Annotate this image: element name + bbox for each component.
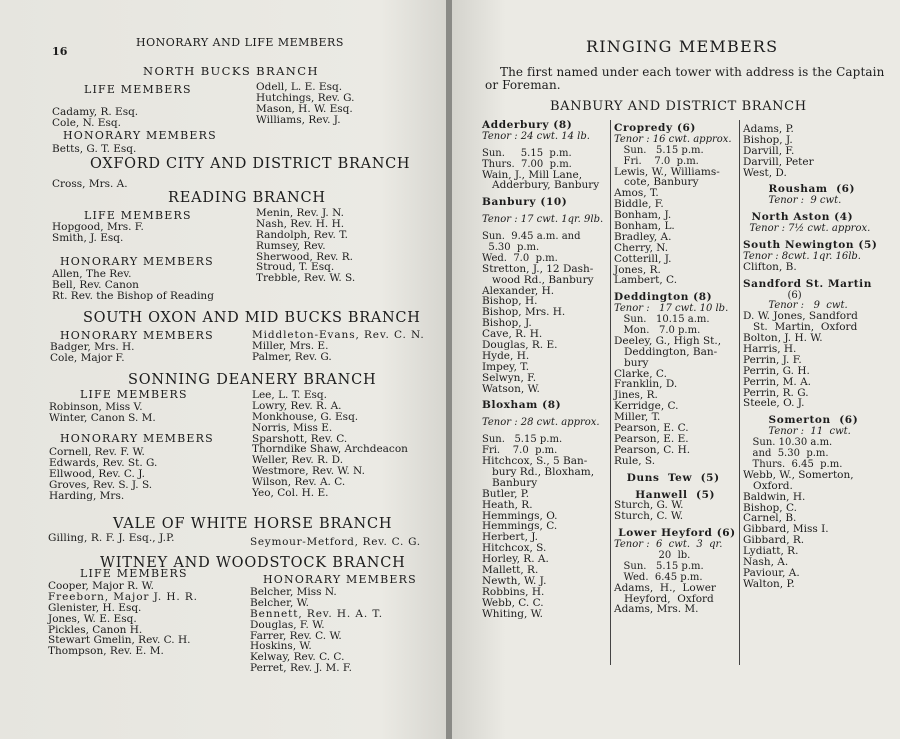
member-name: Randolph, Rev. T. (256, 228, 349, 241)
oxford-title: OXFORD CITY AND DISTRICT BRANCH (90, 156, 411, 172)
member-name: Nash, Rev. H. H. (256, 217, 345, 230)
ringer-name: Pearson, E. C. (614, 422, 689, 435)
tenor-info: Tenor : 17 cwt. 10 lb. (614, 303, 729, 315)
ringer-name: Rule, S. (614, 454, 656, 467)
ringer-name: Gibbard, Miss I. (743, 523, 829, 536)
ringer-name: bury (614, 356, 649, 369)
member-name: Lee, L. T. Esq. (252, 389, 327, 401)
member-name: Belcher, Miss N. (250, 586, 337, 598)
ringer-name: Webb, W., Somerton, (743, 468, 854, 481)
member-name: Hoskins, W. (250, 640, 312, 653)
south-oxon-right-list (252, 330, 425, 363)
tower-name: Deddington (8) (614, 291, 713, 304)
member-name: Sparshott, Rev. C. (252, 432, 348, 445)
member-name: Ellwood, Rev. C. J. (49, 467, 145, 480)
practice-time: Mon. 7.0 p.m. (614, 325, 701, 337)
ringer-name: Nash, A. (743, 555, 789, 568)
member-name: Trebble, Rev. W. S. (256, 272, 356, 285)
ringer-name: Harris, H. (743, 343, 797, 356)
tower-name: Bloxham (8) (482, 399, 562, 412)
member-name: Yeo, Col. H. E. (252, 487, 329, 500)
member-name: Edwards, Rev. St. G. (49, 456, 158, 469)
member-name: Menin, Rev. J. N. (256, 207, 344, 219)
ringer-name: Banbury (482, 476, 538, 489)
member-name: Hopgood, Mrs. F. (52, 221, 144, 233)
ringer-name: Impey, T. (482, 360, 530, 373)
practice-time: Wed. 7.0 p.m. (482, 252, 558, 264)
ringer-name: Hemmings, C. (482, 520, 558, 533)
tower-name: Hanwell (5) (614, 488, 716, 501)
member-name: Stewart Gmelin, Rev. C. H. (48, 634, 191, 647)
north-bucks-title: NORTH BUCKS BRANCH (143, 64, 319, 78)
member-name: Douglas, F. W. (250, 618, 325, 631)
member-name: Odell, L. E. Esq. (256, 81, 343, 93)
reading-life-label: LIFE MEMBERS (84, 209, 192, 222)
ringer-name: Lydiatt, R. (743, 545, 799, 558)
north-bucks-hon-list (52, 144, 136, 155)
member-name: Cole, Major F. (50, 351, 125, 364)
running-head: HONORARY AND LIFE MEMBERS (136, 36, 344, 49)
ringer-name: Heyford, Oxford (614, 592, 714, 605)
tenor-info: Tenor : 16 cwt. approx. (614, 133, 732, 145)
tower-name: Somerton (6) (743, 414, 859, 427)
practice-time: Sun. 10.15 a.m. (614, 314, 710, 326)
reading-title: READING BRANCH (168, 190, 326, 206)
north-bucks-life-list (52, 107, 138, 129)
ringer-name: Watson, W. (482, 382, 540, 395)
ringer-name: Perrin, G. H. (743, 364, 810, 377)
ringer-name: Gibbard, R. (743, 534, 805, 547)
tenor-info: Tenor : 7½ cwt. approx. (743, 223, 871, 235)
ringer-name: Adams, P. (743, 123, 794, 135)
ringer-name: Stretton, J., 12 Dash- (482, 262, 594, 275)
right-page (452, 0, 900, 739)
sonning-life-label: LIFE MEMBERS (80, 388, 188, 401)
member-name: Thompson, Rev. E. M. (48, 645, 164, 658)
ringer-name: Selwyn, F. (482, 371, 537, 384)
sonning-hon-label: HONORARY MEMBERS (60, 432, 214, 445)
tenor-info: Tenor : 24 cwt. 14 lb. (482, 130, 590, 142)
tenor-info: Tenor : 8cwt. 1qr. 16lb. (743, 250, 861, 262)
ringer-name: West, D. (743, 166, 787, 179)
ringer-name: Hemmings, O. (482, 509, 558, 522)
ringer-name: Darvill, Peter (743, 155, 814, 168)
member-name: Wilson, Rev. A. C. (252, 476, 346, 489)
oxford-list (52, 179, 128, 190)
vale-title: VALE OF WHITE HORSE BRANCH (113, 516, 393, 532)
ringer-name: Bonham, L. (614, 220, 675, 233)
practice-time: 20 lb. (614, 549, 691, 561)
ringer-name: Whiting, W. (482, 607, 543, 620)
ringer-name: Cherry, N. (614, 241, 669, 254)
member-name: Pickles, Canon H. (48, 623, 143, 636)
practice-time: and 5.30 p.m. (743, 448, 829, 460)
ringing-column-1 (482, 120, 610, 619)
practice-time: Thurs. 7.00 p.m. (482, 158, 572, 170)
member-name: Freeborn, Major J. H. R. (48, 590, 198, 603)
ringer-name: Perrin, R. G. (743, 386, 809, 399)
south-oxon-title: SOUTH OXON AND MID BUCKS BRANCH (83, 310, 421, 326)
page-number: 16 (52, 45, 68, 58)
member-name: Cole, N. Esq. (52, 116, 121, 129)
member-name: Badger, Mrs. H. (50, 341, 135, 353)
tenor-info: Tenor : 11 cwt. (743, 426, 851, 438)
ringer-name: Perrin, M. A. (743, 375, 811, 388)
sonning-hon-list (49, 447, 157, 501)
member-name: Williams, Rev. J. (256, 113, 341, 126)
ringer-name: Robbins, H. (482, 585, 545, 598)
intro-line-1: The first named under each tower with address is the Captain (500, 65, 885, 79)
ringer-name: Carnel, B. (743, 512, 797, 525)
tenor-info: Tenor : 17 cwt. 1qr. 9lb. (482, 214, 604, 226)
ringer-name: Bradley, A. (614, 230, 672, 243)
member-name: Weller, Rev. R. D. (252, 454, 344, 467)
reading-hon-label: HONORARY MEMBERS (60, 255, 214, 268)
ringer-name: Paviour, A. (743, 566, 800, 579)
tower-name: North Aston (4) (743, 211, 854, 224)
ringer-name: Adams, Mrs. M. (614, 603, 699, 616)
practice-time: Sun. 5.15 p.m. (482, 147, 572, 159)
ringer-name: Baldwin, H. (743, 490, 806, 503)
member-name: Farrer, Rev. C. W. (250, 629, 342, 642)
ringer-name: Newth, W. J. (482, 574, 547, 587)
tower-name: Lower Heyford (6) (614, 527, 736, 540)
member-name: Rumsey, Rev. (256, 239, 326, 252)
ringer-name: Wain, J., Mill Lane, (482, 168, 583, 181)
ringer-name: Horley, R. A. (482, 553, 549, 566)
tenor-info: Tenor : 9 cwt. (743, 195, 842, 207)
ringer-name: Jones, R. (614, 263, 661, 276)
ringer-name: Bolton, J. H. W. (743, 332, 823, 345)
member-name: Smith, J. Esq. (52, 231, 124, 244)
ringer-name: Cave, R. H. (482, 328, 543, 341)
left-page (0, 0, 448, 739)
north-bucks-hon-label: HONORARY MEMBERS (63, 129, 217, 142)
ringer-name: Adams, H., Lower (614, 581, 716, 594)
tower-name: Rousham (6) (743, 183, 856, 196)
ringer-name: Heath, R. (482, 498, 533, 511)
reading-right-list (256, 208, 355, 284)
tower-name: Adderbury (8) (482, 119, 573, 131)
member-name: Jones, W. E. Esq. (48, 612, 137, 625)
ringer-name: Adderbury, Banbury (482, 179, 600, 192)
ringer-name: Amos, T. (614, 187, 659, 200)
ringer-name: Hyde, H. (482, 349, 530, 362)
member-name: Cross, Mrs. A. (52, 178, 128, 190)
ringer-name: Herbert, J. (482, 531, 538, 544)
banbury-branch-title: BANBURY AND DISTRICT BRANCH (550, 99, 807, 114)
ringer-name: Kerridge, C. (614, 400, 679, 413)
south-oxon-hon-list (50, 342, 135, 364)
south-oxon-hon-label: HONORARY MEMBERS (60, 329, 214, 342)
practice-time: Fri. 7.0 p.m. (482, 445, 558, 457)
sonning-title: SONNING DEANERY BRANCH (128, 372, 377, 388)
practice-time: (6) (743, 289, 802, 301)
member-name: Cadamy, R. Esq. (52, 106, 139, 118)
member-name: Winter, Canon S. M. (49, 411, 156, 424)
tower-name: Cropredy (6) (614, 122, 696, 134)
ringer-name: Webb, C. C. (482, 596, 544, 609)
ringer-name: Hitchcox, S. (482, 542, 547, 555)
ringer-name: Bishop, C. (743, 501, 797, 514)
tower-name: Banbury (10) (482, 196, 568, 209)
member-name: Sherwood, Rev. R. (256, 250, 353, 263)
tenor-info: Tenor : 9 cwt. (743, 300, 848, 312)
tower-name: Sandford St. Martin (743, 277, 872, 290)
vale-right-member: Seymour-Metford, Rev. C. G. (250, 536, 421, 548)
member-name: Harding, Mrs. (49, 489, 125, 502)
witney-title: WITNEY AND WOODSTOCK BRANCH (100, 555, 406, 571)
practice-time: 5.30 p.m. (482, 242, 540, 254)
north-bucks-right-list (256, 82, 355, 126)
member-name: Mason, H. W. Esq. (256, 102, 353, 115)
member-name: Belcher, W. (250, 596, 309, 609)
ringer-name: Walton, P. (743, 577, 795, 590)
ringer-name: Clifton, B. (743, 260, 797, 273)
reading-life-list (52, 222, 144, 244)
member-name: Hutchings, Rev. G. (256, 91, 355, 104)
witney-hon-list (250, 587, 383, 674)
witney-hon-label: HONORARY MEMBERS (263, 573, 417, 586)
ringer-name: Oxford. (743, 479, 793, 492)
ringer-name: Cotterill, J. (614, 252, 672, 265)
ringer-name: Franklin, D. (614, 378, 678, 391)
ringer-name: Deddington, Ban- (614, 345, 718, 358)
column-divider (610, 120, 611, 665)
tenor-info: Tenor : 6 cwt. 3 qr. (614, 539, 723, 551)
ringing-column-3 (743, 123, 878, 590)
ringer-name: Jines, R. (614, 389, 658, 402)
ringing-members-title: RINGING MEMBERS (586, 37, 779, 56)
ringer-name: Sturch, C. W. (614, 510, 684, 523)
member-name: Cooper, Major R. W. (48, 580, 154, 592)
member-name: Glenister, H. Esq. (48, 601, 142, 614)
ringer-name: bury Rd., Bloxham, (482, 465, 595, 478)
ringer-name: Alexander, H. (482, 284, 555, 297)
ringer-name: Douglas, R. E. (482, 339, 558, 352)
member-name: Stroud, T. Esq. (256, 261, 335, 274)
ringer-name: Steele, O. J. (743, 397, 805, 410)
ringer-name: Bishop, J. (482, 317, 532, 330)
tower-name: Duns Tew (5) (614, 471, 720, 484)
member-name: Miller, Mrs. E. (252, 339, 329, 352)
member-name: Lowry, Rev. R. A. (252, 399, 342, 412)
witney-life-label: LIFE MEMBERS (80, 567, 188, 580)
ringer-name: Hitchcox, S., 5 Ban- (482, 455, 588, 468)
member-name: Allen, The Rev. (52, 268, 132, 280)
ringer-name: D. W. Jones, Sandford (743, 310, 858, 323)
practice-time: Thurs. 6.45 p.m. (743, 458, 843, 470)
ringer-name: Deeley, G., High St., (614, 334, 722, 347)
ringer-name: wood Rd., Banbury (482, 273, 594, 286)
ringer-name: Sturch, G. W. (614, 499, 684, 512)
practice-time: Sun. 5.15 p.m. (482, 434, 563, 446)
ringer-name: Miller, T. (614, 411, 661, 424)
member-name: Norris, Miss E. (252, 421, 333, 434)
ringer-name: Mallett, R. (482, 563, 539, 576)
member-name: Monkhouse, G. Esq. (252, 410, 359, 423)
ringer-name: Bishop, J. (743, 133, 793, 146)
ringer-name: Clarke, C. (614, 367, 667, 380)
ringing-column-2 (614, 123, 738, 615)
member-name: Kelway, Rev. C. C. (250, 651, 345, 664)
member-name: Westmore, Rev. W. N. (252, 465, 365, 478)
ringer-name: Lambert, C. (614, 274, 678, 287)
practice-time: Sun. 10.30 a.m. (743, 437, 833, 449)
member-name: Cornell, Rev. F. W. (49, 446, 145, 458)
member-name: Bennett, Rev. H. A. T. (250, 607, 383, 620)
ringer-name: Bishop, Mrs. H. (482, 306, 566, 319)
ringer-name: cote, Banbury (614, 176, 699, 189)
ringer-name: Perrin, J. F. (743, 353, 802, 366)
member-name: Middleton-Evans, Rev. C. N. (252, 329, 425, 341)
member-name: Robinson, Miss V. (49, 401, 143, 413)
ringer-name: Bonham, J. (614, 209, 672, 222)
vale-left-member: Gilling, R. F. J. Esq., J.P. (48, 532, 175, 544)
ringer-name: Darvill, F. (743, 144, 795, 157)
member-name: Perret, Rev. J. M. F. (250, 662, 352, 675)
ringer-name: Lewis, W., Williams- (614, 165, 720, 178)
practice-time: Sun. 9.45 a.m. and (482, 231, 581, 243)
member-name: Palmer, Rev. G. (252, 350, 332, 363)
practice-time: Sun. 5.15 p.m. (614, 144, 704, 156)
practice-time: Fri. 7.0 p.m. (614, 155, 699, 167)
member-name: Bell, Rev. Canon (52, 278, 139, 291)
ringer-name: Pearson, C. H. (614, 443, 691, 456)
tenor-info: Tenor : 28 cwt. approx. (482, 417, 600, 429)
member-name: Groves, Rev. S. J. S. (49, 478, 153, 491)
witney-life-list (48, 581, 198, 657)
ringer-name: Biddle, F. (614, 198, 664, 211)
sonning-right-list (252, 390, 408, 499)
ringer-name: St. Martin, Oxford (743, 321, 858, 334)
north-bucks-life-label: LIFE MEMBERS (84, 83, 192, 96)
ringer-name: Pearson, E. E. (614, 432, 689, 445)
ringer-name: Bishop, H. (482, 295, 538, 308)
tower-name: South Newington (5) (743, 239, 878, 252)
sonning-life-list (49, 402, 156, 424)
member-name: Thorndike Shaw, Archdeacon (252, 443, 408, 456)
practice-time: Sun. 5.15 p.m. (614, 560, 704, 572)
column-divider (739, 120, 740, 665)
intro-line-2: or Foreman. (485, 78, 561, 92)
member-name: Rt. Rev. the Bishop of Reading (52, 289, 214, 302)
reading-hon-list (52, 269, 214, 302)
ringer-name: Butler, P. (482, 487, 530, 500)
practice-time: Wed. 6.45 p.m. (614, 571, 703, 583)
member-name: Betts, G. T. Esq. (52, 143, 137, 155)
